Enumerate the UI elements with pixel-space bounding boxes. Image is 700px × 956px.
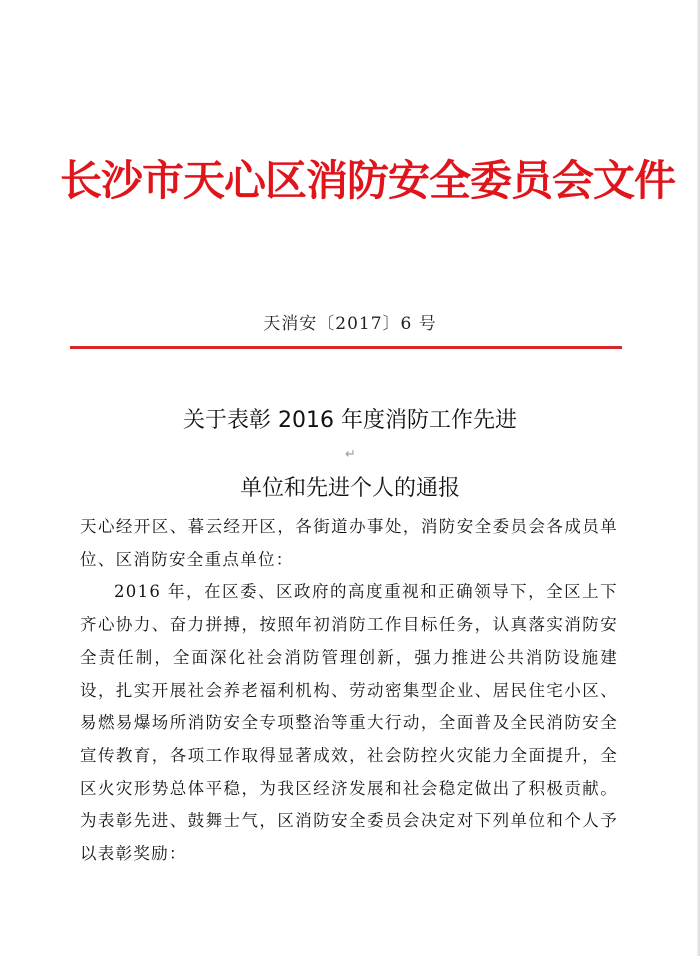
paragraph-mark-icon: ↵ (345, 447, 356, 462)
notice-title (100, 404, 600, 506)
red-divider-line (70, 346, 622, 349)
document-number: 天消安〔2017〕6 号 (263, 314, 437, 334)
notice-title-line-1: 关于表彰 2016 年度消防工作先进 ↵ (100, 404, 600, 472)
body-paragraph: 2016 年，在区委、区政府的高度重视和正确领导下，全区上下齐心协力、奋力拼搏，按照年初消防工作目标任务，认真落实消防安全责任制，全面深化社会消防管理创新，强力推进公共消防设施建设，扎实开展社会养老福利机构、劳动密集型企业、居民住宅小区、易燃易爆场所消防安全专项整治等重大行动，全面普及全民消防安全宣传教育，各项工作取得显著成效，社会防控火灾能力全面提升，全区火灾形势总体平稳，为我区经济发展和社会稳定做出了积极贡献。为表彰先进、鼓舞士气，区消防安全委员会决定对下列单位和个人予以表彰奖励： (80, 582, 618, 864)
document-body (80, 511, 618, 871)
addressee-paragraph: 天心经开区、暮云经开区，各街道办事处，消防安全委员会各成员单位、区消防安全重点单位： (80, 517, 618, 569)
notice-title-line-2: 单位和先进个人的通报 (239, 476, 460, 501)
document-header: 长沙市天心区消防安全委员会文件 (60, 156, 676, 205)
